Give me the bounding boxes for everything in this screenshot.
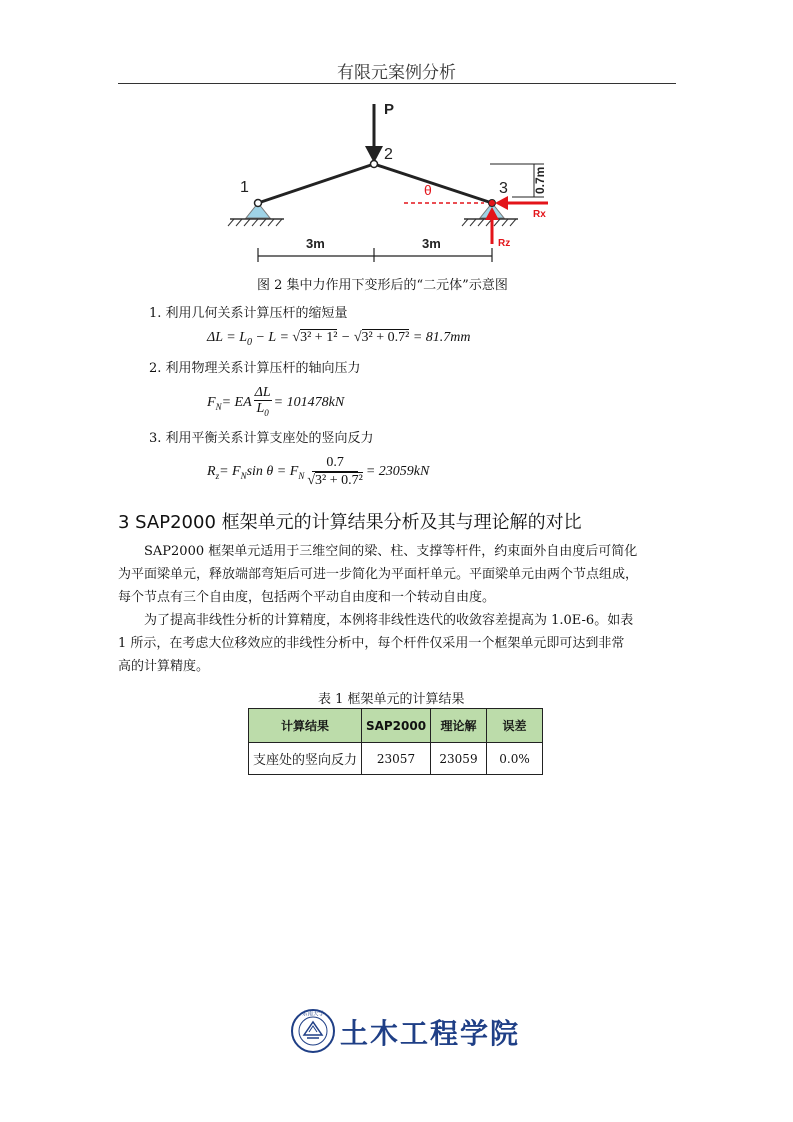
formula-2-fraction [254, 385, 272, 421]
paragraph-2-line-3: 高的计算精度。 [118, 659, 210, 674]
formula-2-sub: N [215, 401, 222, 412]
label-span-right: 3m [422, 236, 441, 251]
paragraph-1 [118, 540, 678, 609]
table-cell: 23059 [431, 743, 487, 775]
university-emblem [290, 1008, 336, 1054]
sqrt-3: √ [307, 473, 316, 488]
reaction-rx-head [495, 196, 508, 210]
formula-1-result: = 81.7mm [409, 330, 471, 345]
label-rx: Rx [533, 209, 546, 220]
label-node-1: 1 [240, 179, 249, 196]
truss-figure [222, 96, 562, 262]
paragraph-2-line-2: 1 所示，在考虑大位移效应的非线性分析中，每个杆件仅采用一个框架单元即可达到非常 [118, 636, 625, 651]
label-span-left: 3m [306, 236, 325, 251]
section-heading: 3 SAP2000 框架单元的计算结果分析及其与理论解的对比 [118, 512, 582, 533]
table-cell: 支座处的竖向反力 [249, 743, 362, 775]
step-1-label: 1. 利用几何关系计算压杆的缩短量 [149, 306, 348, 321]
formula-3-den: 3² + 0.7² [315, 473, 363, 488]
formula-3-sin: sin θ = F [246, 463, 299, 479]
formula-2-numerator: ΔL [254, 385, 271, 400]
member-2-3 [374, 164, 492, 203]
figure-caption: 图 2 集中力作用下变形后的“二元体”示意图 [257, 278, 508, 293]
formula-2-denominator [257, 401, 269, 421]
results-table [248, 708, 543, 775]
table-header-cell: 误差 [487, 709, 543, 743]
table-header-cell: SAP2000 [362, 709, 431, 743]
table-cell: 23057 [362, 743, 431, 775]
formula-1 [207, 330, 471, 348]
paragraph-1-line-3: 每个节点有三个自由度，包括两个平动自由度和一个转动自由度。 [118, 590, 496, 605]
paragraph-2 [118, 609, 678, 678]
node-1 [255, 200, 262, 207]
formula-1-mid: − L = [251, 330, 293, 345]
formula-3-result: = 23059kN [365, 463, 430, 479]
label-node-3: 3 [499, 180, 508, 197]
formula-2 [207, 385, 344, 421]
formula-2-den-sub: 0 [264, 407, 269, 418]
formula-2-eq: = EA [221, 394, 252, 410]
paragraph-2-line-1: 为了提高非线性分析的计算精度，本例将非线性迭代的收敛容差提高为 1.0E-6。如表 [144, 613, 634, 628]
node-3 [489, 200, 496, 207]
formula-1-lhs: ΔL = L [207, 330, 247, 345]
hatch-1 [228, 219, 282, 226]
formula-3-sub: z [215, 470, 220, 481]
table-row [249, 743, 543, 775]
table-header-cell: 理论解 [431, 709, 487, 743]
label-p: P [384, 101, 395, 118]
school-name: 土木工程学院 [340, 1017, 521, 1050]
formula-2-den: L [256, 401, 265, 416]
formula-3-sub3: N [298, 470, 305, 481]
formula-2-result: = 101478kN [273, 394, 345, 410]
formula-1-root1: 3² + 1² [300, 330, 338, 345]
formula-1-root2: 3² + 0.7² [361, 330, 410, 345]
formula-3-numerator: 0.7 [312, 454, 358, 472]
table-cell: 0.0% [487, 743, 543, 775]
header-rule [118, 83, 676, 84]
table-caption: 表 1 框架单元的计算结果 [318, 692, 465, 707]
hatch-3 [462, 219, 516, 226]
formula-1-minus: − [337, 330, 354, 345]
sqrt-2: √ [353, 330, 362, 345]
table-header-row [249, 709, 543, 743]
formula-2-lhs: F [207, 394, 216, 410]
formula-3 [207, 454, 429, 489]
node-2 [371, 161, 378, 168]
formula-3-sub2: N [240, 470, 247, 481]
sqrt-1: √ [292, 330, 301, 345]
member-1-2 [258, 164, 374, 203]
formula-3-denominator [307, 472, 362, 489]
step-2-label: 2. 利用物理关系计算压杆的轴向压力 [149, 361, 361, 376]
paragraph-1-line-1: SAP2000 框架单元适用于三维空间的梁、柱、支撑等杆件，约束面外自由度后可简化 [144, 544, 638, 559]
step-3-label: 3. 利用平衡关系计算支座处的竖向反力 [149, 431, 374, 446]
table-header-cell: 计算结果 [249, 709, 362, 743]
emblem-text: 东南大学 [301, 1011, 325, 1018]
formula-3-eq1: = F [219, 463, 241, 479]
formula-3-lhs: R [207, 463, 216, 479]
formula-3-fraction [307, 454, 362, 489]
label-rise: 0.7m [533, 166, 547, 194]
label-rz: Rz [498, 238, 511, 249]
label-theta: θ [424, 182, 432, 198]
page-header-title: 有限元案例分析 [337, 63, 456, 83]
label-node-2: 2 [384, 146, 393, 163]
paragraph-1-line-2: 为平面梁单元，释放端部弯矩后可进一步简化为平面杆单元。平面梁单元由两个节点组成， [118, 567, 639, 582]
formula-1-sub: 0 [246, 336, 252, 348]
